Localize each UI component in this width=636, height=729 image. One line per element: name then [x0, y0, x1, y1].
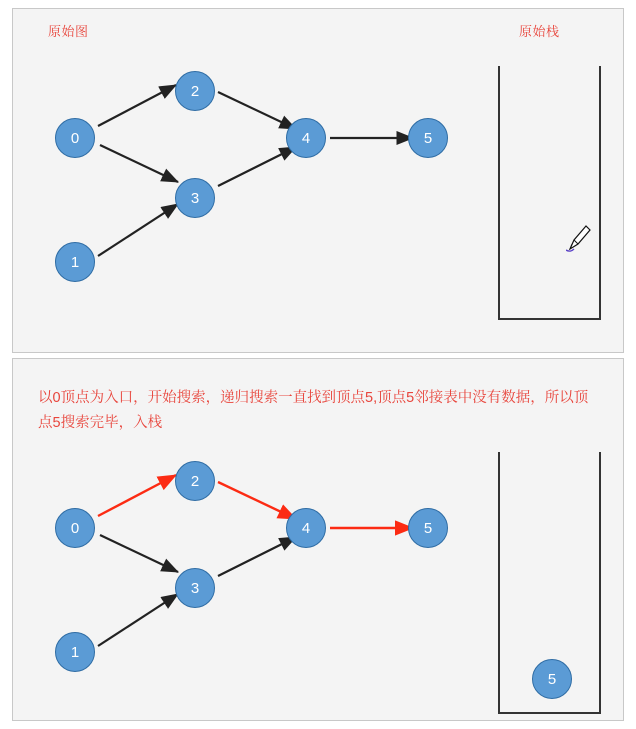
top-stack-label: 原始栈 [519, 24, 560, 39]
graph2-node-1[interactable]: 1 [55, 632, 95, 672]
top-graph-label: 原始图 [48, 24, 89, 39]
explanation-text: 以0顶点为入口，开始搜索，递归搜索一直找到顶点5,顶点5邻接表中没有数据，所以顶点5搜索完毕，入栈 [38, 390, 589, 431]
graph2-node-3[interactable]: 3 [175, 568, 215, 608]
graph-node-3[interactable]: 3 [175, 178, 215, 218]
graph2-node-4[interactable]: 4 [286, 508, 326, 548]
graph-node-2[interactable]: 2 [175, 71, 215, 111]
pencil-cursor [566, 222, 592, 252]
graph2-node-2[interactable]: 2 [175, 461, 215, 501]
graph-node-5[interactable]: 5 [408, 118, 448, 158]
stack-item-5[interactable]: 5 [532, 659, 572, 699]
top-stack-container [498, 66, 601, 320]
graph2-node-0[interactable]: 0 [55, 508, 95, 548]
graph-node-0[interactable]: 0 [55, 118, 95, 158]
graph-node-4[interactable]: 4 [286, 118, 326, 158]
graph2-node-5[interactable]: 5 [408, 508, 448, 548]
graph-node-1[interactable]: 1 [55, 242, 95, 282]
